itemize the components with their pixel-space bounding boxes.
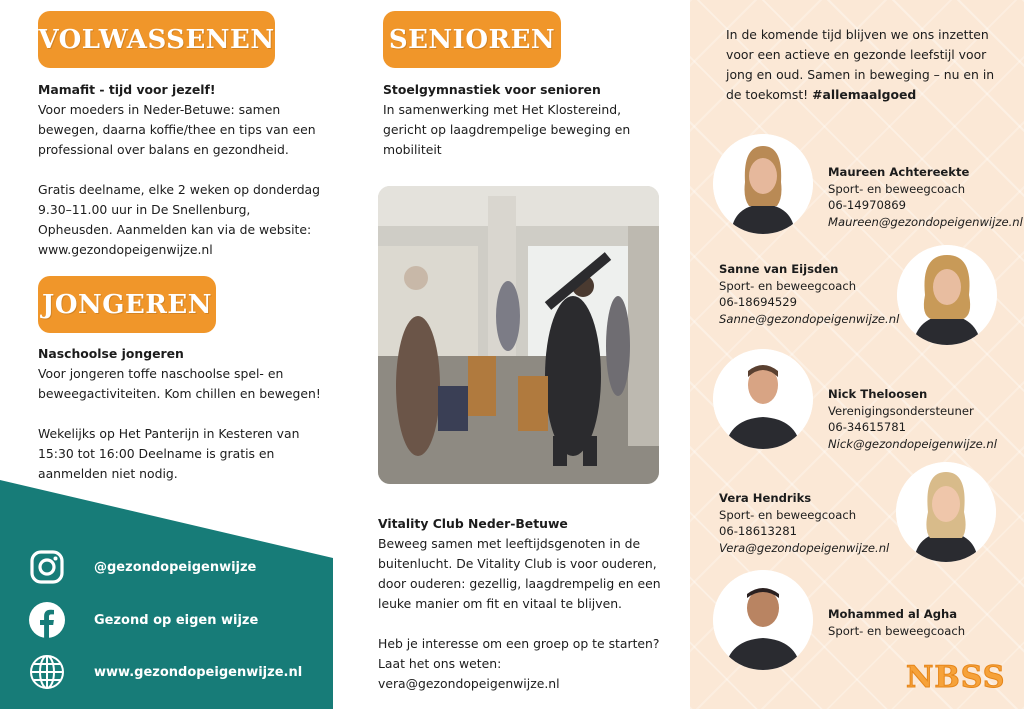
vitality-line: Beweeg samen met leeftijdsgenoten in de [378, 536, 641, 551]
jongeren-line: beweegactiviteiten. Kom chillen en bewegen! [38, 386, 321, 401]
intro-line: jong en oud. Samen in beweging – nu en in [726, 67, 995, 82]
coach-phone: 06-34615781 [828, 420, 906, 434]
vitality-block [378, 514, 688, 694]
jongeren-title: Naschoolse jongeren [38, 346, 184, 361]
instagram-handle: @gezondopeigenwijze [94, 559, 257, 575]
volwassenen-line: 9.30–11.00 uur in De Snellenburg, [38, 202, 251, 217]
senioren-photo [378, 186, 659, 484]
jongeren-line: aanmelden niet nodig. [38, 466, 178, 481]
hashtag: #allemaalgoed [812, 87, 917, 102]
coach-phone: 06-18613281 [719, 524, 797, 538]
coach-email[interactable]: Maureen@gezondopeigenwijze.nl [828, 214, 1023, 229]
social-facebook[interactable] [28, 601, 258, 639]
senioren-heading: SENIOREN [383, 11, 561, 68]
volwassenen-line: professional over balans en gezondheid. [38, 142, 289, 157]
coach-name: Mohammed al Agha [828, 607, 958, 621]
volwassenen-title: Mamafit - tijd voor jezelf! [38, 82, 216, 97]
senioren-line: gericht op laagdrempelige beweging en [383, 122, 631, 137]
senioren-title: Stoelgymnastiek voor senioren [383, 82, 601, 97]
website-url: www.gezondopeigenwijze.nl [94, 664, 303, 680]
coach-card [719, 261, 899, 327]
vitality-line: Heb je interesse om een groep op te starten? [378, 636, 660, 651]
coach-phone: 06-14970869 [828, 198, 906, 212]
senioren-line: In samenwerking met Het Klostereind, [383, 102, 622, 117]
coach-phone: 06-18694529 [719, 295, 797, 309]
avatar [713, 349, 813, 449]
coach-card [719, 490, 889, 556]
intro-last: de toekomst! [726, 87, 809, 102]
volwassenen-block [38, 80, 338, 260]
volwassenen-heading: VOLWASSENEN [38, 11, 275, 68]
coach-role: Sport- en beweegcoach [828, 623, 966, 638]
jongeren-block [38, 344, 338, 484]
senioren-line: mobiliteit [383, 142, 442, 157]
volwassenen-line: Voor moeders in Neder-Betuwe: samen [38, 102, 281, 117]
jongeren-line: Voor jongeren toffe naschoolse spel- en [38, 366, 284, 381]
coach-email[interactable]: Vera@gezondopeigenwijze.nl [719, 540, 890, 555]
facebook-icon [28, 601, 66, 639]
vitality-title: Vitality Club Neder-Betuwe [378, 516, 568, 531]
coach-card [828, 606, 965, 639]
avatar [713, 134, 813, 234]
vitality-email[interactable]: vera@gezondopeigenwijze.nl [378, 676, 560, 691]
social-instagram[interactable] [28, 548, 256, 586]
vitality-line: buitenlucht. De Vitality Club is voor ouderen, [378, 556, 657, 571]
coach-name: Vera Hendriks [719, 491, 812, 505]
coach-email[interactable]: Sanne@gezondopeigenwijze.nl [719, 311, 900, 326]
vitality-line: leuke manier om fit en vitaal te blijven. [378, 596, 622, 611]
coach-name: Nick Theloosen [828, 387, 928, 401]
coach-name: Sanne van Eijsden [719, 262, 839, 276]
facebook-page: Gezond op eigen wijze [94, 612, 259, 628]
coach-role: Sport- en beweegcoach [828, 181, 966, 196]
volwassenen-line: bewegen, daarna koffie/thee en tips van een [38, 122, 316, 137]
social-website[interactable] [28, 653, 302, 691]
coach-card [828, 164, 1023, 230]
avatar [896, 462, 996, 562]
intro-line-last [726, 85, 1006, 105]
coach-role: Sport- en beweegcoach [719, 507, 857, 522]
volwassenen-line: Gratis deelname, elke 2 weken op donderdag [38, 182, 321, 197]
vitality-line: Laat het ons weten: [378, 656, 502, 671]
jongeren-line: 15:30 tot 16:00 Deelname is gratis en [38, 446, 275, 461]
vitality-line: door ouderen: gezellig, laagdrempelig en een [378, 576, 661, 591]
jongeren-line: Wekelijks op Het Panterijn in Kesteren van [38, 426, 300, 441]
avatar [897, 245, 997, 345]
volwassenen-line: Opheusden. Aanmelden kan via de website: [38, 222, 312, 237]
nbss-logo: NBSS [906, 660, 1006, 695]
instagram-icon [28, 548, 66, 586]
coach-email[interactable]: Nick@gezondopeigenwijze.nl [828, 436, 997, 451]
coach-name: Maureen Achtereekte [828, 165, 970, 179]
globe-icon [28, 653, 66, 691]
coach-role: Verenigingsondersteuner [828, 403, 974, 418]
volwassenen-website[interactable]: www.gezondopeigenwijze.nl [38, 242, 213, 257]
intro-line: voor een actieve en gezonde leefstijl voor [726, 47, 987, 62]
senioren-block [383, 80, 683, 160]
intro-text [726, 25, 1006, 105]
intro-line: In de komende tijd blijven we ons inzetten [726, 27, 989, 42]
avatar [713, 570, 813, 670]
coach-card [828, 386, 997, 452]
jongeren-heading: JONGEREN [38, 276, 216, 333]
coach-role: Sport- en beweegcoach [719, 278, 857, 293]
